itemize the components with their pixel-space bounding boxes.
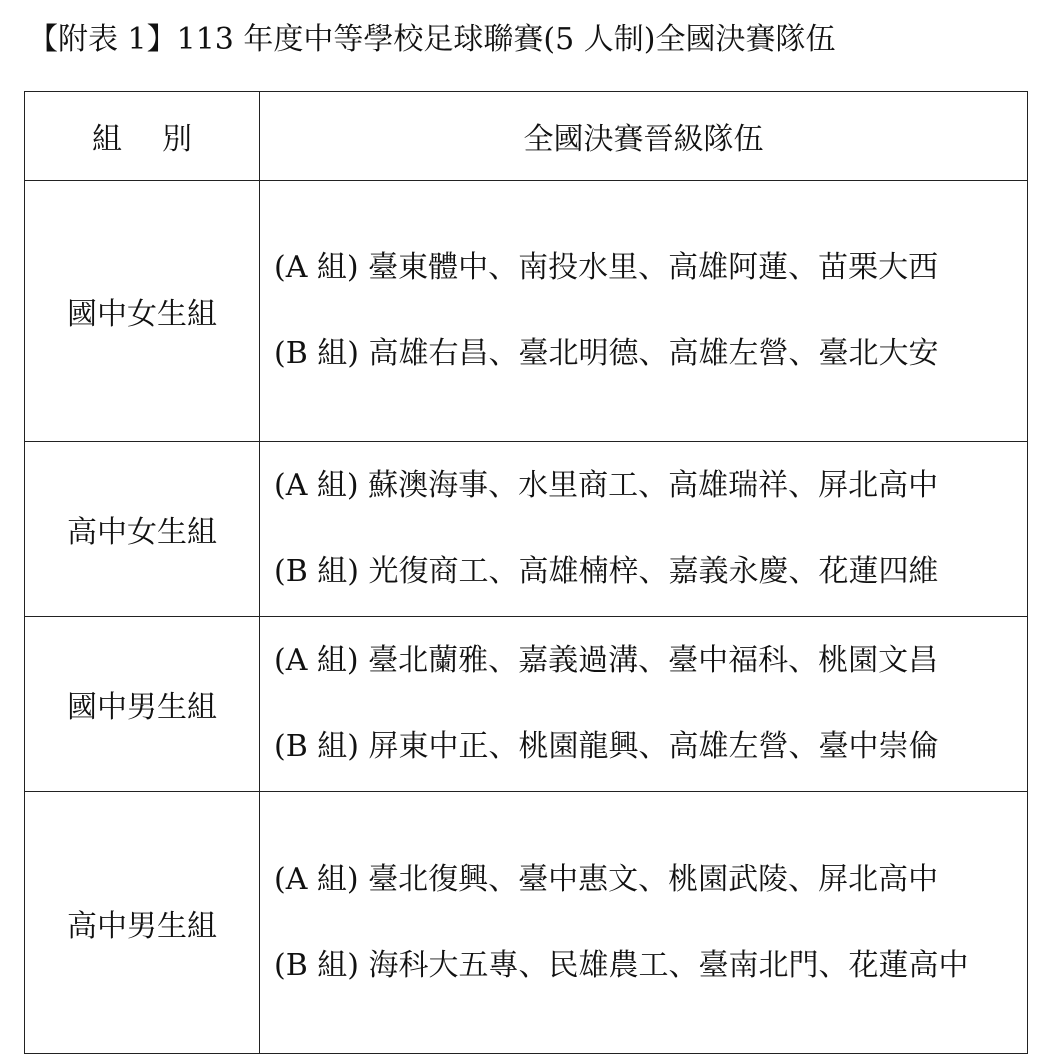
group-name: 高中男生組 (25, 792, 260, 1054)
pool-label: (A 組) (274, 861, 359, 897)
table-row (25, 442, 1028, 617)
group-name: 國中男生組 (25, 617, 260, 792)
pool-teams: 臺東體中、南投水里、高雄阿蓮、苗栗大西 (368, 250, 939, 285)
table-header-row (25, 92, 1028, 181)
pool-line (274, 704, 1017, 790)
table-row (25, 181, 1028, 442)
pool-label: (A 組) (274, 468, 359, 503)
group-name: 國中女生組 (25, 181, 260, 442)
pool-line (274, 443, 1017, 529)
pool-label: (B 組) (274, 947, 359, 983)
pool-label: (A 組) (274, 250, 359, 285)
pool-teams: 臺北蘭雅、嘉義過溝、臺中福科、桃園文昌 (368, 643, 939, 678)
pool-teams: 蘇澳海事、水里商工、高雄瑞祥、屏北高中 (368, 468, 939, 503)
pool-teams: 屏東中正、桃園龍興、高雄左營、臺中崇倫 (368, 729, 939, 764)
pool-line (274, 311, 1017, 397)
pool-teams: 高雄右昌、臺北明德、高雄左營、臺北大安 (368, 336, 939, 371)
table-row (25, 792, 1028, 1054)
pool-label: (B 組) (274, 729, 359, 764)
header-group: 組別 (25, 92, 260, 181)
pool-line (274, 529, 1017, 615)
teams-cell (260, 181, 1028, 442)
pool-label: (A 組) (274, 643, 359, 678)
pool-label: (B 組) (274, 336, 359, 371)
qualified-teams-table (24, 91, 1028, 1054)
teams-cell (260, 792, 1028, 1054)
pool-label: (B 組) (274, 554, 359, 589)
pool-teams: 光復商工、高雄楠梓、嘉義永慶、花蓮四維 (368, 554, 939, 589)
teams-cell (260, 442, 1028, 617)
document-title: 【附表 1】113 年度中等學校足球聯賽(5 人制)全國決賽隊伍 (28, 22, 836, 57)
pool-line (274, 618, 1017, 704)
teams-cell (260, 617, 1028, 792)
pool-teams: 海科大五專、民雄農工、臺南北門、花蓮高中 (368, 947, 969, 983)
pool-line (274, 923, 1017, 1009)
header-teams: 全國決賽晉級隊伍 (260, 92, 1028, 181)
pool-line (274, 225, 1017, 311)
pool-teams: 臺北復興、臺中惠文、桃園武陵、屏北高中 (368, 861, 939, 897)
group-name: 高中女生組 (25, 442, 260, 617)
table-row (25, 617, 1028, 792)
pool-line (274, 837, 1017, 923)
